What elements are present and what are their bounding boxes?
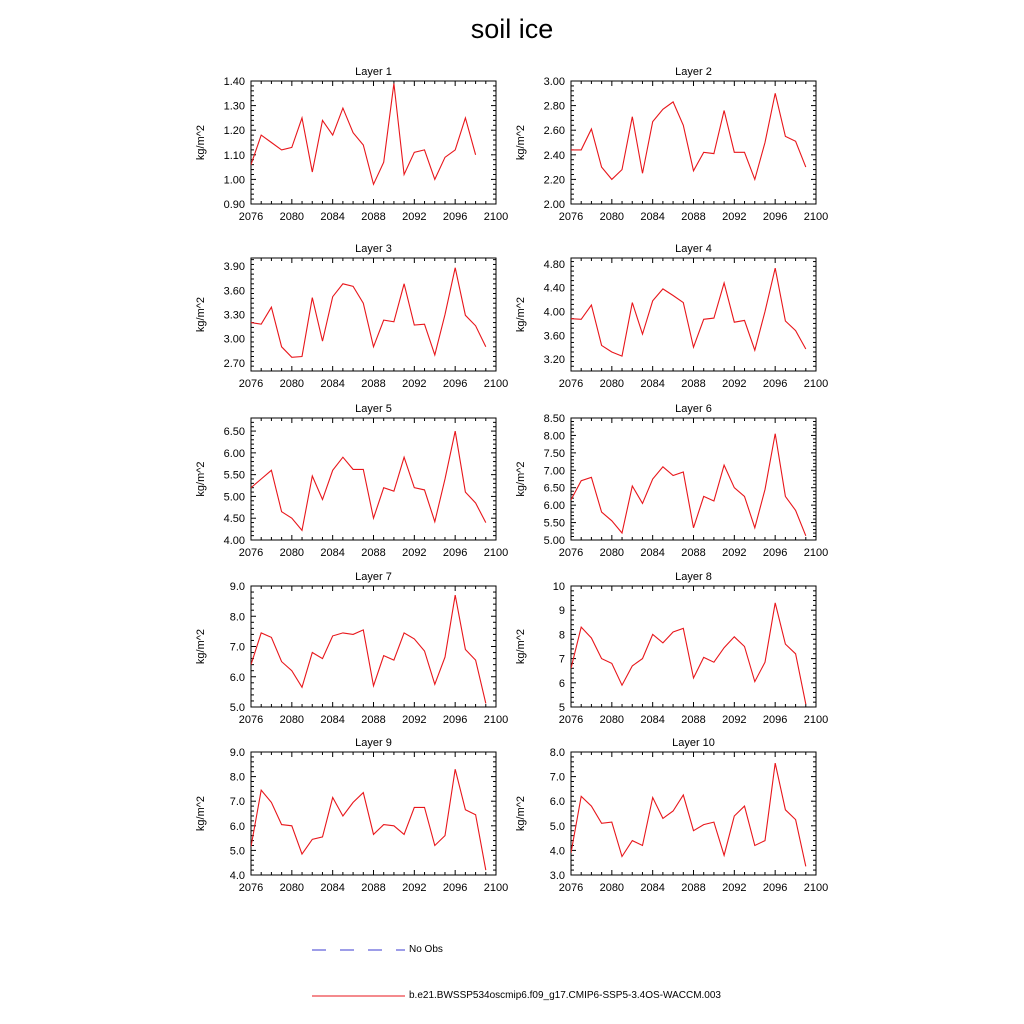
y-tick-label: 7.0: [549, 771, 565, 784]
x-tick-label: 2092: [402, 882, 427, 894]
x-tick-label: 2088: [361, 882, 386, 894]
y-tick-label: 9.0: [229, 747, 245, 759]
y-tick-label: 9: [558, 605, 565, 618]
x-tick-label: 2096: [442, 211, 468, 223]
y-tick-label: 7.00: [543, 465, 565, 478]
panel-title: Layer 10: [672, 737, 715, 749]
x-tick-label: 2076: [238, 714, 264, 726]
y-tick-label: 0.90: [223, 199, 245, 211]
y-tick-label: 10: [552, 581, 565, 593]
y-tick-label: 8.0: [229, 611, 245, 624]
y-tick-label: 8.00: [543, 430, 565, 443]
x-tick-label: 2100: [483, 378, 509, 390]
x-tick-label: 2076: [238, 378, 264, 390]
y-tick-label: 6: [558, 677, 565, 690]
x-tick-label: 2092: [402, 714, 427, 726]
x-tick-label: 2080: [599, 211, 625, 223]
x-tick-label: 2096: [442, 547, 468, 559]
x-tick-label: 2088: [361, 547, 386, 559]
panel-title: Layer 5: [355, 403, 392, 415]
panel-title: Layer 9: [355, 737, 392, 749]
x-tick-label: 2088: [681, 882, 706, 894]
y-tick-label: 8.50: [543, 413, 565, 425]
y-tick-label: 7.0: [229, 796, 245, 809]
x-tick-label: 2096: [762, 547, 788, 559]
x-tick-label: 2100: [803, 547, 829, 559]
x-tick-label: 2076: [238, 882, 264, 894]
y-tick-label: 1.10: [223, 149, 245, 162]
y-tick-label: 3.0: [549, 870, 565, 882]
x-tick-label: 2096: [442, 714, 468, 726]
y-tick-label: 4.0: [229, 870, 245, 882]
y-tick-label: 1.00: [223, 174, 245, 187]
x-tick-label: 2080: [599, 547, 625, 559]
panel-title: Layer 6: [675, 403, 712, 415]
y-tick-label: 4.00: [223, 535, 245, 547]
x-tick-label: 2096: [762, 882, 788, 894]
y-tick-label: 4.80: [543, 258, 565, 271]
legend-obs-label: No Obs: [409, 944, 443, 955]
y-tick-label: 6.00: [543, 500, 565, 513]
x-tick-label: 2088: [361, 211, 386, 223]
y-tick-label: 4.40: [543, 282, 565, 295]
y-tick-label: 5.00: [543, 535, 565, 547]
x-tick-label: 2100: [483, 714, 509, 726]
y-tick-label: 5.50: [543, 517, 565, 530]
legend-model-label: b.e21.BWSSP534oscmip6.f09_g17.CMIP6-SSP5-3.4OS-WACCM.003: [409, 990, 721, 1001]
y-tick-label: 5.0: [549, 820, 565, 833]
x-tick-label: 2096: [762, 211, 788, 223]
y-axis-label: kg/m^2: [515, 628, 527, 665]
x-tick-label: 2084: [320, 882, 345, 894]
y-tick-label: 5.50: [223, 469, 245, 482]
y-tick-label: 8: [558, 629, 565, 642]
x-tick-label: 2088: [681, 378, 706, 390]
y-tick-label: 3.00: [223, 333, 245, 346]
y-axis-label: kg/m^2: [515, 124, 527, 161]
x-tick-label: 2092: [722, 882, 747, 894]
y-axis-label: kg/m^2: [195, 296, 207, 333]
y-axis-label: kg/m^2: [195, 461, 207, 497]
y-axis-label: kg/m^2: [515, 461, 527, 497]
y-tick-label: 2.70: [223, 357, 245, 370]
y-tick-label: 3.60: [543, 330, 565, 343]
y-tick-label: 4.0: [549, 845, 565, 858]
x-tick-label: 2096: [442, 882, 468, 894]
x-tick-label: 2096: [762, 714, 788, 726]
panel-title: Layer 7: [355, 571, 392, 583]
x-tick-label: 2080: [279, 882, 305, 894]
x-tick-label: 2084: [640, 378, 665, 390]
x-tick-label: 2088: [361, 714, 386, 726]
x-tick-label: 2076: [558, 714, 584, 726]
x-tick-label: 2084: [320, 547, 345, 559]
y-tick-label: 5.0: [229, 702, 245, 714]
y-tick-label: 6.0: [229, 671, 245, 684]
panel-title: Layer 2: [675, 66, 712, 78]
x-tick-label: 2088: [681, 211, 706, 223]
x-tick-label: 2092: [402, 378, 427, 390]
x-tick-label: 2084: [320, 714, 345, 726]
x-tick-label: 2096: [442, 378, 468, 390]
x-tick-label: 2084: [640, 211, 665, 223]
y-tick-label: 1.40: [223, 76, 245, 88]
y-tick-label: 7: [558, 653, 565, 666]
x-tick-label: 2084: [640, 714, 665, 726]
x-tick-label: 2084: [320, 211, 345, 223]
x-tick-label: 2084: [640, 547, 665, 559]
x-tick-label: 2092: [722, 378, 747, 390]
x-tick-label: 2100: [803, 211, 829, 223]
x-tick-label: 2080: [279, 378, 305, 390]
panel-title: Layer 1: [355, 66, 392, 78]
y-tick-label: 6.0: [549, 796, 565, 809]
x-tick-label: 2100: [483, 547, 509, 559]
y-axis-label: kg/m^2: [195, 124, 207, 161]
y-tick-label: 4.50: [223, 513, 245, 526]
y-tick-label: 7.50: [543, 447, 565, 460]
x-tick-label: 2100: [803, 882, 829, 894]
y-tick-label: 3.20: [543, 354, 565, 367]
y-axis-label: kg/m^2: [195, 628, 207, 665]
y-axis-label: kg/m^2: [195, 795, 207, 832]
x-tick-label: 2084: [640, 882, 665, 894]
x-tick-label: 2088: [681, 714, 706, 726]
x-tick-label: 2096: [762, 378, 788, 390]
y-tick-label: 4.00: [543, 306, 565, 319]
y-tick-label: 2.20: [543, 174, 565, 187]
y-tick-label: 3.60: [223, 285, 245, 298]
x-tick-label: 2088: [681, 547, 706, 559]
x-tick-label: 2076: [238, 211, 264, 223]
y-tick-label: 6.00: [223, 447, 245, 460]
x-tick-label: 2076: [558, 211, 584, 223]
y-tick-label: 8.0: [229, 771, 245, 784]
x-tick-label: 2100: [483, 211, 509, 223]
y-tick-label: 2.80: [543, 100, 565, 113]
x-tick-label: 2092: [722, 211, 747, 223]
y-tick-label: 1.20: [223, 125, 245, 138]
y-axis-label: kg/m^2: [515, 795, 527, 832]
x-tick-label: 2092: [722, 714, 747, 726]
x-tick-label: 2076: [558, 882, 584, 894]
x-tick-label: 2084: [320, 378, 345, 390]
x-tick-label: 2076: [558, 378, 584, 390]
y-tick-label: 6.50: [223, 426, 245, 439]
x-tick-label: 2092: [402, 547, 427, 559]
x-tick-label: 2080: [599, 882, 625, 894]
y-axis-label: kg/m^2: [515, 296, 527, 333]
y-tick-label: 5: [558, 702, 565, 714]
x-tick-label: 2088: [361, 378, 386, 390]
x-tick-label: 2076: [558, 547, 584, 559]
page-title: soil ice: [470, 14, 554, 44]
y-tick-label: 5.00: [223, 491, 245, 504]
y-tick-label: 3.90: [223, 261, 245, 274]
y-tick-label: 3.00: [543, 76, 565, 88]
y-tick-label: 2.00: [543, 199, 565, 211]
y-tick-label: 8.0: [549, 747, 565, 759]
x-tick-label: 2080: [599, 378, 625, 390]
x-tick-label: 2092: [402, 211, 427, 223]
x-tick-label: 2100: [483, 882, 509, 894]
x-tick-label: 2080: [279, 211, 305, 223]
y-tick-label: 9.0: [229, 581, 245, 593]
y-tick-label: 2.40: [543, 149, 565, 162]
y-tick-label: 6.0: [229, 820, 245, 833]
y-tick-label: 1.30: [223, 100, 245, 113]
x-tick-label: 2092: [722, 547, 747, 559]
panel-title: Layer 3: [355, 243, 392, 255]
x-tick-label: 2076: [238, 547, 264, 559]
y-tick-label: 2.60: [543, 125, 565, 138]
x-tick-label: 2080: [279, 547, 305, 559]
y-tick-label: 3.30: [223, 309, 245, 322]
y-tick-label: 5.0: [229, 845, 245, 858]
x-tick-label: 2080: [599, 714, 625, 726]
y-tick-label: 7.0: [229, 641, 245, 654]
x-tick-label: 2080: [279, 714, 305, 726]
panel-title: Layer 4: [675, 243, 712, 255]
panel-title: Layer 8: [675, 571, 712, 583]
x-tick-label: 2100: [803, 378, 829, 390]
y-tick-label: 6.50: [543, 482, 565, 495]
x-tick-label: 2100: [803, 714, 829, 726]
